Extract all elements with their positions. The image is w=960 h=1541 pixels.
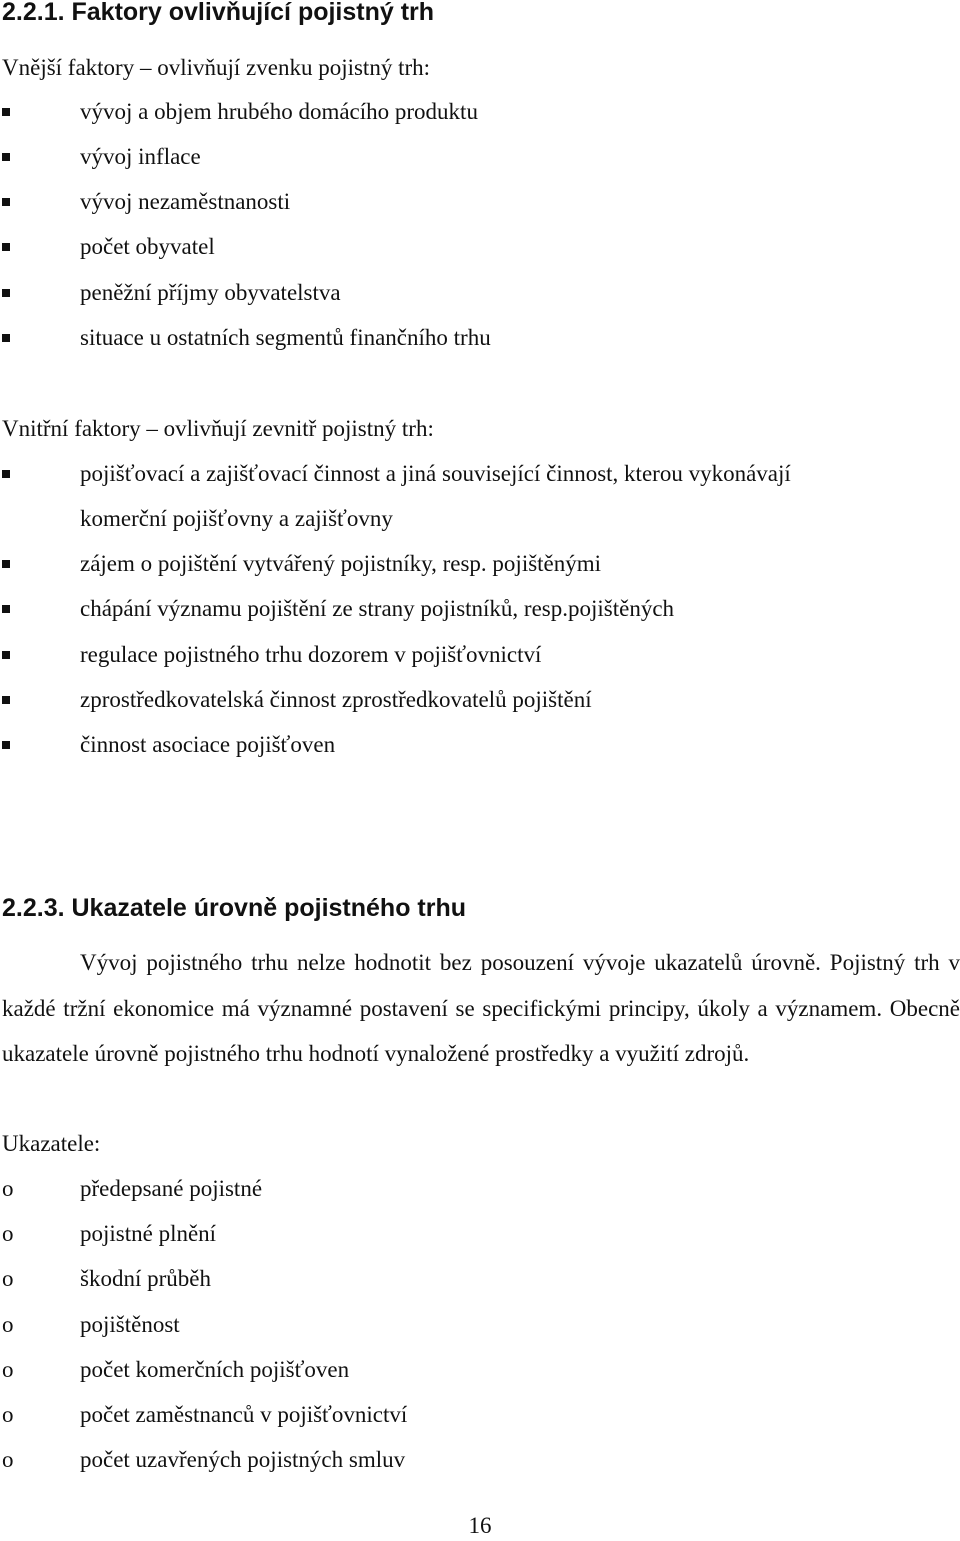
paragraph-indicators: Vývoj pojistného trhu nelze hodnotit bez posouzení vývoje ukazatelů úrovně. Pojistný trh v každé tržní ekonomice má významné postavení se specifickými principy, úkoly a významem. Obecně ukazatele úrovně pojistného trhu hodnotí vynaložené prostředky a využití zdrojů. bbox=[2, 950, 960, 1066]
section-heading-indicators: 2.2.3. Ukazatele úrovně pojistného trhu bbox=[2, 894, 467, 922]
indicators-intro: Ukazatele: bbox=[2, 1131, 101, 1156]
page-number: 16 bbox=[468, 1513, 492, 1538]
internal-factors-intro: Vnitřní faktory – ovlivňují zevnitř pojistný trh: bbox=[2, 416, 434, 441]
section-heading-factors: 2.2.1. Faktory ovlivňující pojistný trh bbox=[2, 0, 435, 26]
external-factors-intro: Vnější faktory – ovlivňují zvenku pojistný trh: bbox=[2, 55, 431, 80]
